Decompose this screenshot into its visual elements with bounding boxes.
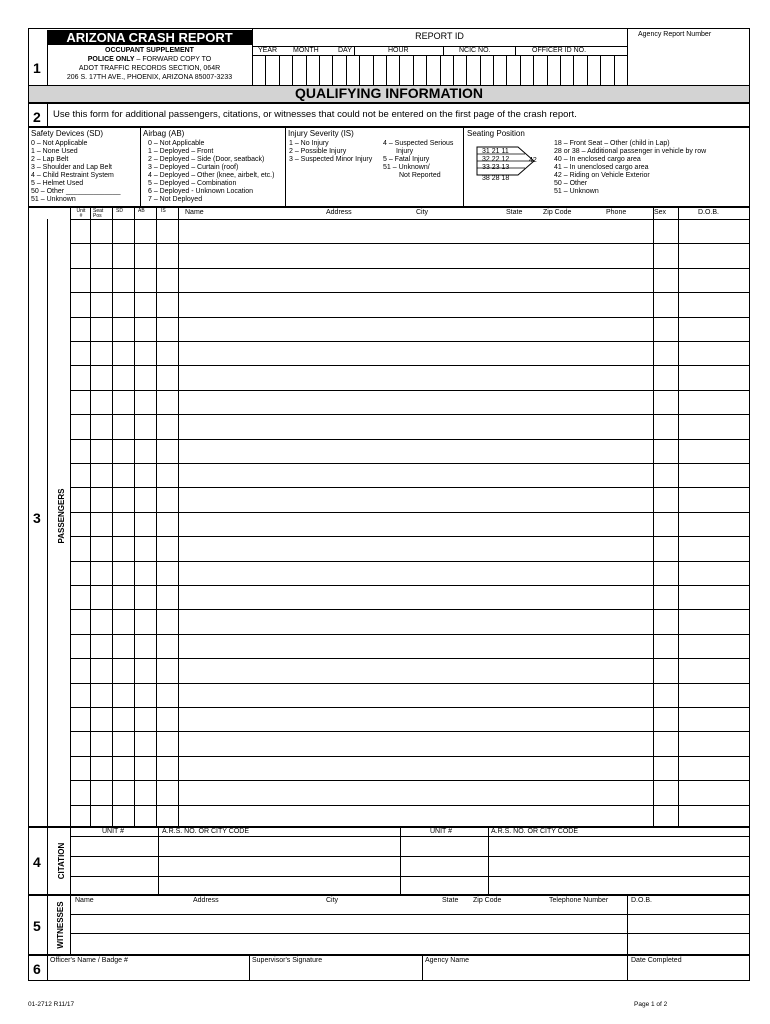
digit-box-divider <box>600 55 601 86</box>
witness-state-label: State <box>442 897 459 904</box>
col-seat-header: Seat Pos <box>93 208 104 219</box>
col-is-header: IS <box>161 208 166 214</box>
section-1-number: 1 <box>33 60 41 76</box>
qualifying-info-title: QUALIFYING INFORMATION <box>295 85 483 101</box>
mailing-address-line1: ADOT TRAFFIC RECORDS SECTION, 064R <box>78 65 221 72</box>
digit-box-divider <box>346 55 347 86</box>
form-instruction: Use this form for additional passengers, citations, or witnesses that could not be entered on the first page of the crash report. <box>53 109 577 120</box>
grid-row-line <box>70 707 750 708</box>
day-label: DAY <box>338 47 352 54</box>
col-sex-header: Sex <box>654 209 667 216</box>
date-completed-label: Date Completed <box>631 957 682 964</box>
grid-row-line <box>70 365 750 366</box>
section-4-number: 4 <box>33 854 41 870</box>
witness-zip-label: Zip Code <box>473 897 502 904</box>
passengers-table <box>28 207 750 827</box>
grid-row-line <box>70 292 750 293</box>
grid-column-line <box>47 219 48 827</box>
col-name-header: Name <box>185 209 204 216</box>
police-only-line: POLICE ONLY – FORWARD COPY TO <box>87 56 212 63</box>
grid-column-line <box>653 207 654 827</box>
grid-column-line <box>112 207 113 827</box>
officer-id-label: OFFICER ID NO. <box>532 47 587 54</box>
year-label: YEAR <box>258 47 278 54</box>
digit-box-divider <box>319 55 320 86</box>
hour-label: HOUR <box>388 47 409 54</box>
section-2-number: 2 <box>33 109 41 125</box>
section-5-number: 5 <box>33 918 41 934</box>
digit-box-divider <box>587 55 588 86</box>
citation-entry-area[interactable] <box>71 837 749 894</box>
seating-exterior-label: 42 <box>529 157 537 164</box>
injury-severity-title: Injury Severity (IS) <box>288 129 354 138</box>
grid-row-line <box>70 341 750 342</box>
mailing-address-line2: 206 S. 17TH AVE., PHOENIX, ARIZONA 85007-3233 <box>66 74 233 81</box>
digit-box-divider <box>413 55 414 86</box>
grid-row-line <box>70 243 750 244</box>
safety-devices-title: Safety Devices (SD) <box>31 129 104 138</box>
grid-row-line <box>70 805 750 806</box>
citation-unit-label-1: UNIT # <box>102 828 125 835</box>
digit-box-divider <box>466 55 467 86</box>
grid-column-line <box>70 207 71 827</box>
grid-row-line <box>70 219 750 220</box>
form-number: 01-2712 R11/17 <box>28 1001 75 1008</box>
col-unit-header: Unit # <box>76 208 86 219</box>
digit-box-divider <box>533 55 534 86</box>
witness-name-label: Name <box>75 897 94 904</box>
officer-name-badge-label: Officer's Name / Badge # <box>50 957 128 964</box>
digit-box-divider <box>426 55 427 86</box>
form-subtitle: OCCUPANT SUPPLEMENT <box>105 47 194 54</box>
digit-box-divider <box>493 55 494 86</box>
grid-column-line <box>156 207 157 827</box>
grid-row-line <box>70 561 750 562</box>
grid-column-line <box>178 207 179 827</box>
col-address-header: Address <box>326 209 352 216</box>
agency-name-label: Agency Name <box>425 957 469 964</box>
witness-phone-label: Telephone Number <box>549 897 609 904</box>
supervisor-signature-field[interactable] <box>250 966 421 980</box>
form-title: ARIZONA CRASH REPORT <box>66 30 233 45</box>
grid-row-line <box>70 683 750 684</box>
digit-box-divider <box>520 55 521 86</box>
digit-box-divider <box>453 55 454 86</box>
digit-box-divider <box>359 55 360 86</box>
digit-box-divider <box>573 55 574 86</box>
grid-row-line <box>70 634 750 635</box>
col-city-header: City <box>416 209 429 216</box>
digit-box-divider <box>386 55 387 86</box>
agency-report-number-field[interactable] <box>628 40 749 85</box>
digit-box-divider <box>614 55 615 86</box>
grid-row-line <box>70 658 750 659</box>
grid-row-line <box>70 487 750 488</box>
witness-city-label: City <box>326 897 339 904</box>
ncic-label: NCIC NO. <box>459 47 491 54</box>
grid-row-line <box>70 317 750 318</box>
digit-box-divider <box>506 55 507 86</box>
grid-row-line <box>70 463 750 464</box>
grid-row-line <box>70 585 750 586</box>
date-completed-field[interactable] <box>628 966 749 980</box>
grid-row-line <box>70 756 750 757</box>
col-dob-header: D.O.B. <box>698 209 720 216</box>
passengers-side-label: PASSENGERS <box>57 488 66 544</box>
grid-column-line <box>90 207 91 827</box>
citation-unit-label-2: UNIT # <box>430 828 453 835</box>
citation-side-label: CITATION <box>57 842 66 880</box>
section-6-number: 6 <box>33 961 41 977</box>
col-sd-header: SD <box>116 208 123 214</box>
agency-name-field[interactable] <box>423 966 626 980</box>
citation-ars-label-2: A.R.S. NO. OR CITY CODE <box>491 828 578 835</box>
witnesses-side-label: WITNESSES <box>56 901 65 949</box>
grid-row-line <box>70 512 750 513</box>
witness-entry-area[interactable] <box>71 905 749 954</box>
digit-box-divider <box>292 55 293 86</box>
grid-column-line <box>678 207 679 827</box>
digit-box-divider <box>480 55 481 86</box>
month-label: MONTH <box>293 47 319 54</box>
grid-column-line <box>134 207 135 827</box>
grid-row-line <box>70 268 750 269</box>
citation-ars-label-1: A.R.S. NO. OR CITY CODE <box>162 828 249 835</box>
col-phone-header: Phone <box>606 209 627 216</box>
witness-dob-label: D.O.B. <box>631 897 653 904</box>
witness-address-label: Address <box>193 897 219 904</box>
digit-box-divider <box>373 55 374 86</box>
grid-row-line <box>70 536 750 537</box>
report-id-label: REPORT ID <box>415 31 464 41</box>
digit-box-divider <box>560 55 561 86</box>
col-state-header: State <box>506 209 523 216</box>
grid-row-line <box>70 390 750 391</box>
col-zip-header: Zip Code <box>543 209 572 216</box>
page-number: Page 1 of 2 <box>634 1001 668 1008</box>
agency-report-number-label: Agency Report Number <box>638 31 712 38</box>
digit-box-divider <box>265 55 266 86</box>
grid-row-line <box>70 439 750 440</box>
grid-row-line <box>70 609 750 610</box>
digit-box-divider <box>547 55 548 86</box>
digit-box-divider <box>440 55 441 86</box>
grid-row-line <box>70 780 750 781</box>
digit-box-divider <box>332 55 333 86</box>
grid-row-line <box>70 731 750 732</box>
section-3-number: 3 <box>33 510 41 526</box>
airbag-title: Airbag (AB) <box>143 129 185 138</box>
col-ab-header: AB <box>138 208 145 214</box>
officer-name-field[interactable] <box>48 966 248 980</box>
grid-row-line <box>70 414 750 415</box>
digit-box-divider <box>306 55 307 86</box>
supervisor-signature-label: Supervisor's Signature <box>252 957 323 964</box>
digit-box-divider <box>399 55 400 86</box>
digit-box-divider <box>279 55 280 86</box>
seating-position-title: Seating Position <box>467 129 525 138</box>
